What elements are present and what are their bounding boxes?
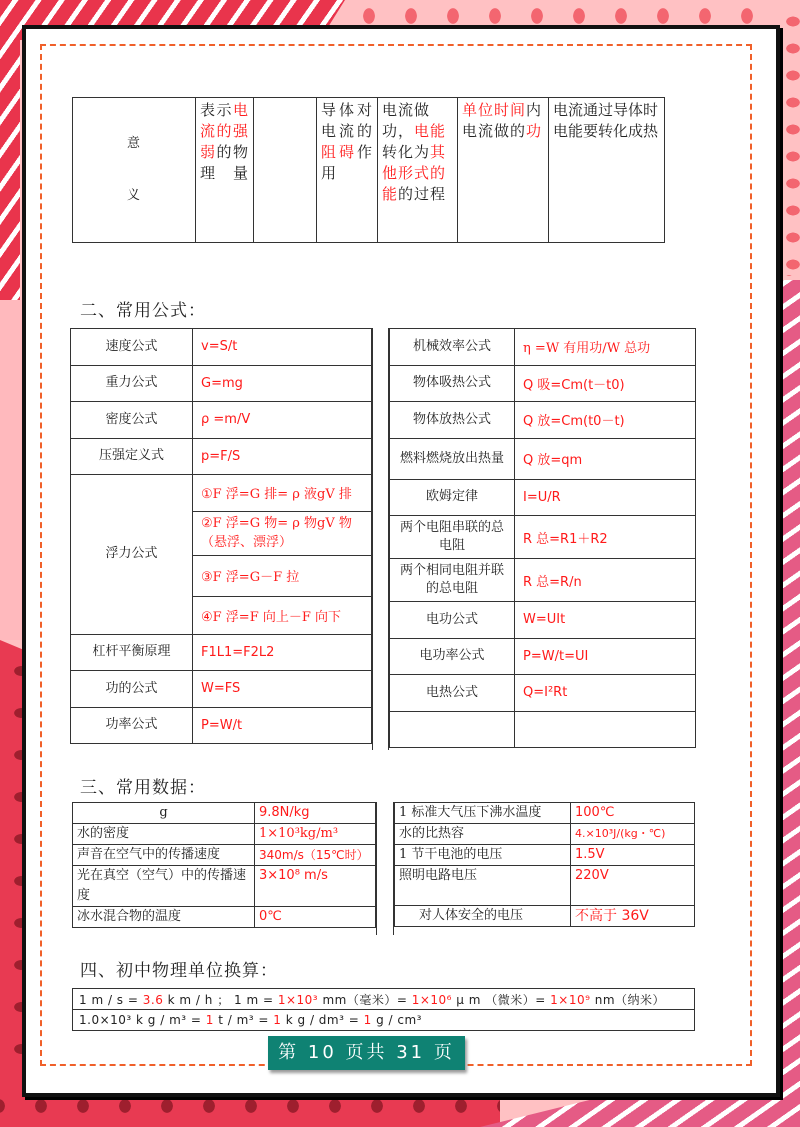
formula-row: 物体吸热公式 Q 吸=Cm(t－t0) (390, 365, 696, 402)
unit-cell-length: 1 m / s = 3.6 k m / h ； 1 m = 1×10³ mm（毫米）= 1×10⁶ μ m （微米）= 1×10⁹ nm（纳米） (73, 989, 695, 1010)
formula-row: 电功公式 W=UIt (390, 602, 696, 639)
meaning-current-cell: 表示电流的强弱的物理量 (196, 98, 254, 243)
data-row: 水的比热容 4.×10³J/(kg・℃) (395, 824, 695, 845)
section-title-formulas: 二、常用公式： (80, 301, 206, 321)
formula-row: 密度公式 ρ =m/V (71, 402, 372, 439)
formula-table-left (70, 328, 372, 744)
formula-row: 燃料燃烧放出热量 Q 放=qm (390, 438, 696, 479)
data-row: g 9.8N/kg (73, 803, 376, 824)
formula-row: ④F 浮=F 向上－F 向下 (71, 596, 372, 634)
data-table-left (72, 802, 376, 928)
meaning-row (73, 98, 665, 243)
formula-row: 电功率公式 P=W/t=UI (390, 638, 696, 675)
section-title-units: 四、初中物理单位换算： (80, 961, 278, 981)
meaning-label-cell (73, 98, 196, 243)
formula-row: 物体放热公式 Q 放=Cm(t0－t) (390, 402, 696, 439)
section-title-data: 三、常用数据： (80, 778, 206, 798)
data-row: 冰水混合物的温度 0℃ (73, 907, 376, 928)
formula-row: 浮力公式 ①F 浮=G 排= ρ 液gV 排 (71, 475, 372, 512)
page-number-badge: 第 10 页共 31 页 (268, 1036, 465, 1070)
data-row: 照明电路电压 220V (395, 866, 695, 906)
formula-row: 欧姆定律 I=U/R (390, 479, 696, 516)
meaning-voltage-cell (254, 98, 317, 243)
formula-row: 重力公式 G=mg (71, 365, 372, 402)
meaning-resistance-cell: 导体对电流的阻碍作用 (317, 98, 378, 243)
unit-row (73, 989, 695, 1010)
formula-row: 功率公式 P=W/t (71, 707, 372, 744)
data-row: 1 节干电池的电压 1.5V (395, 845, 695, 866)
data-row: 1 标准大气压下沸水温度 100℃ (395, 803, 695, 824)
formula-row: 电热公式 Q=I²Rt (390, 675, 696, 712)
formula-row: 机械效率公式 η =W 有用功/W 总功 (390, 329, 696, 366)
data-row: 水的密度 1×10³kg/m³ (73, 824, 376, 845)
formula-row: ②F 浮=G 物= ρ 物gV 物（悬浮、漂浮） (71, 511, 372, 555)
table-divider (372, 328, 389, 750)
formula-row: ③F 浮=G－F 拉 (71, 555, 372, 596)
formula-row: 两个相同电阻并联的总电阻 R 总=R/n (390, 559, 696, 602)
data-row: 光在真空（空气）中的传播速度 3×10⁸ m/s (73, 866, 376, 907)
data-row: 对人体安全的电压 不高于 36V (395, 906, 695, 927)
meaning-table (72, 97, 665, 243)
data-row: 声音在空气中的传播速度 340m/s（15℃时） (73, 845, 376, 866)
meaning-work-cell: 电流做功，电能转化为其他形式的能的过程 (378, 98, 458, 243)
data-table-right (394, 802, 695, 927)
unit-row (73, 1010, 695, 1031)
meaning-label-top: 意 (126, 136, 141, 151)
formula-row: 速度公式 v=S/t (71, 329, 372, 366)
formula-table-right (389, 328, 696, 748)
meaning-power-cell: 单位时间内电流做的功 (458, 98, 549, 243)
unit-conversion-table (72, 988, 695, 1031)
formula-row: 功的公式 W=FS (71, 671, 372, 708)
meaning-heat-cell: 电流通过导体时电能要转化成热 (549, 98, 665, 243)
meaning-label-bottom: 义 (126, 188, 141, 203)
formula-row: 压强定义式 p=F/S (71, 438, 372, 475)
formula-row: 两个电阻串联的总电阻 R 总=R1＋R2 (390, 516, 696, 559)
formula-row: 杠杆平衡原理 F1L1=F2L2 (71, 634, 372, 671)
formula-row (390, 711, 696, 748)
unit-cell-density: 1.0×10³ k g / m³ = 1 t / m³ = 1 k g / dm³ = 1 g / cm³ (73, 1010, 695, 1031)
table-divider (376, 802, 394, 935)
